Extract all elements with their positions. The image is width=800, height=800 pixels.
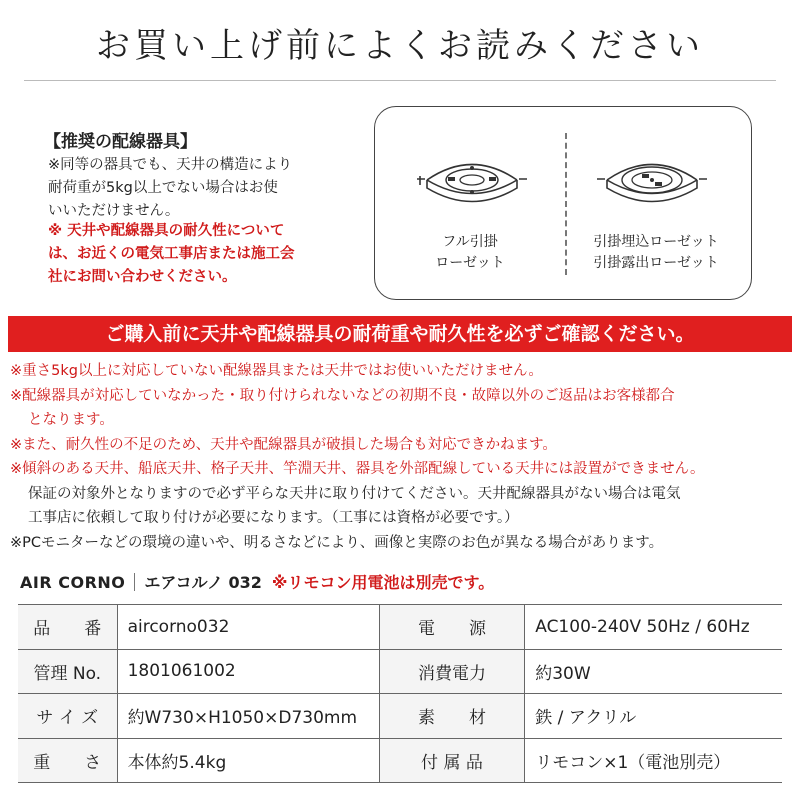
note-line: は、お近くの電気工事店または施工会 <box>48 246 295 262</box>
spec-value: 約30W <box>525 649 782 694</box>
panel-divider <box>565 133 567 275</box>
battery-note: ※リモコン用電池は別売です。 <box>271 573 495 592</box>
table-row <box>18 738 782 783</box>
warning-line: ※また、耐久性の不足のため、天井や配線器具が破損した場合も対応できかねます。 <box>10 436 557 453</box>
spec-label: 消費電力 <box>379 649 525 694</box>
table-row <box>18 605 782 650</box>
spec-label: サ イ ズ <box>18 694 117 739</box>
note-line: いいただけません。 <box>48 203 180 219</box>
spec-label: 素 材 <box>379 694 525 739</box>
spec-label: 電 源 <box>379 605 525 650</box>
warning-line: ※重さ5kg以上に対応していない配線器具または天井ではお使いいただけません。 <box>10 363 543 379</box>
rosette-label <box>571 232 741 274</box>
warning-line: ※PCモニターなどの環境の違いや、明るさなどにより、画像と実際のお色が異なる場合があります。 <box>10 534 664 551</box>
brand-name: AIR CORNO <box>20 573 126 592</box>
spec-value: 本体約5.4kg <box>117 738 379 783</box>
spec-label: 管理 No. <box>18 649 117 694</box>
spec-label: 品 番 <box>18 605 117 650</box>
rosette-label <box>405 232 535 274</box>
rosette-panel <box>374 106 752 300</box>
warning-line: となります。 <box>28 412 114 428</box>
table-row <box>18 649 782 694</box>
ceiling-rosette-embedded-icon <box>597 155 707 219</box>
spec-value: リモコン×1（電池別売） <box>525 738 782 783</box>
spec-value: AC100-240V 50Hz / 60Hz <box>525 605 782 650</box>
ceiling-rosette-icon <box>417 155 527 219</box>
note-line: 耐荷重が5kg以上でない場合はお使 <box>48 180 278 196</box>
label-line: 引掛埋込ローゼット <box>593 234 719 250</box>
note-line: ※同等の器具でも、天井の構造により <box>48 157 293 173</box>
spec-value: 鉄 / アクリル <box>525 694 782 739</box>
warning-line: ※配線器具が対応していなかった・取り付けられないなどの初期不良・故障以外のご返品はお客様都合 <box>10 387 675 404</box>
label-line: 引掛露出ローゼット <box>593 255 719 271</box>
title-divider <box>24 80 776 81</box>
warning-line: 保証の対象外となりますので必ず平らな天井に取り付けてください。天井配線器具がない場合は電気 <box>28 485 681 502</box>
warning-line: 工事店に依頼して取り付けが必要になります。（工事には資格が必要です。） <box>28 510 519 526</box>
recommended-heading: 【推奨の配線器具】 <box>44 132 197 152</box>
spec-value: aircorno032 <box>117 605 379 650</box>
model-name: エアコルノ 032 <box>144 573 262 592</box>
spec-label: 付 属 品 <box>379 738 525 783</box>
label-line: フル引掛 <box>442 234 498 250</box>
spec-value: 1801061002 <box>117 649 379 694</box>
note-line: 社にお問い合わせください。 <box>48 269 237 285</box>
spec-header <box>20 570 494 593</box>
header-separator <box>134 573 135 591</box>
confirm-banner: ご購入前に天井や配線器具の耐荷重や耐久性を必ずご確認ください。 <box>8 316 792 352</box>
recommended-note <box>48 154 358 223</box>
label-line: ローゼット <box>435 255 505 271</box>
table-row <box>18 694 782 739</box>
warning-line: ※傾斜のある天井、船底天井、格子天井、竿淵天井、器具を外部配線している天井には設置ができません。 <box>10 461 705 477</box>
spec-value: 約W730×H1050×D730mm <box>117 694 379 739</box>
note-line: ※ 天井や配線器具の耐久性について <box>48 223 285 239</box>
warning-list <box>10 359 790 555</box>
durability-note <box>48 220 358 289</box>
page-title: お買い上げ前によくお読みください <box>96 26 704 66</box>
spec-table <box>18 604 782 783</box>
spec-label: 重 さ <box>18 738 117 783</box>
